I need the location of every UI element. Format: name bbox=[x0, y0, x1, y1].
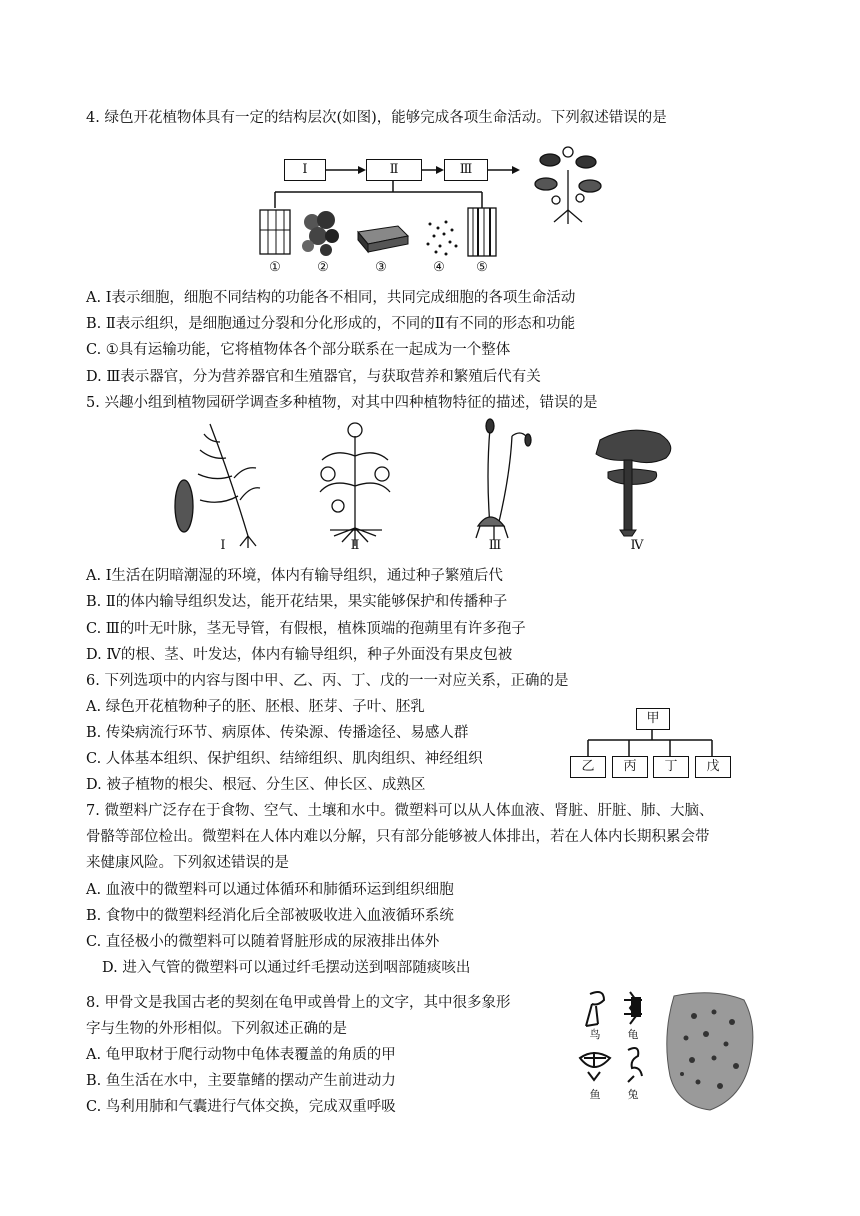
q7-option-d: D. 进入气管的微塑料可以通过纤毛摆动送到咽部随痰咳出 bbox=[102, 960, 471, 976]
q8-stem-line-1: 8. 甲骨文是我国古老的契刻在龟甲或兽骨上的文字，其中很多象形 bbox=[86, 995, 511, 1011]
tree-node-ding: 丁 bbox=[653, 756, 689, 778]
q4-structure-diagram bbox=[250, 150, 620, 285]
tree-node-jia: 甲 bbox=[636, 708, 670, 730]
oracle-rabbit-glyph bbox=[628, 1048, 642, 1082]
q7-option-b: B. 食物中的微塑料经消化后全部被吸收进入血液循环系统 bbox=[86, 908, 454, 924]
q7-stem-line-3: 来健康风险。下列叙述错误的是 bbox=[86, 855, 289, 871]
flowering-plant-ii-drawing bbox=[320, 423, 390, 546]
q4-box-3: Ⅲ bbox=[444, 159, 488, 181]
tree-node-wu: 戊 bbox=[695, 756, 731, 778]
oracle-bone-rubbing bbox=[667, 993, 753, 1110]
tissue-label-3: ③ bbox=[375, 260, 387, 275]
q5-plant-drawings bbox=[160, 416, 680, 561]
tissue-2-drawing bbox=[302, 211, 339, 256]
glyph-label-fish: 鱼 bbox=[589, 1088, 601, 1101]
q4-stem: 4. 绿色开花植物体具有一定的结构层次(如图)，能够完成各项生命活动。下列叙述错误的是 bbox=[86, 110, 667, 126]
tissue-label-2: ② bbox=[317, 260, 329, 275]
q5-option-d: D. Ⅳ的根、茎、叶发达，体内有输导组织，种子外面没有果皮包被 bbox=[86, 647, 513, 663]
plant-label-1: Ⅰ bbox=[220, 538, 226, 553]
q6-tree-diagram bbox=[566, 706, 736, 781]
tissue-3-drawing bbox=[358, 226, 408, 252]
q7-option-c: C. 直径极小的微塑料可以随着肾脏形成的尿液排出体外 bbox=[86, 934, 440, 950]
q4-option-a: A. Ⅰ表示细胞，细胞不同结构的功能各不相同，共同完成细胞的各项生命活动 bbox=[86, 290, 576, 306]
tissue-5-drawing bbox=[468, 208, 496, 256]
q6-stem: 6. 下列选项中的内容与图中甲、乙、丙、丁、戊的一一对应关系，正确的是 bbox=[86, 673, 569, 689]
q5-option-b: B. Ⅱ的体内输导组织发达，能开花结果，果实能够保护和传播种子 bbox=[86, 594, 508, 610]
tissue-label-5: ⑤ bbox=[476, 260, 488, 275]
q4-box-1: Ⅰ bbox=[284, 159, 326, 181]
q4-box-2: Ⅱ bbox=[366, 159, 422, 181]
fern-drawing bbox=[175, 424, 260, 548]
q6-option-c: C. 人体基本组织、保护组织、结缔组织、肌肉组织、神经组织 bbox=[86, 751, 483, 767]
tree-node-yi: 乙 bbox=[570, 756, 606, 778]
tissue-1-drawing bbox=[260, 210, 290, 254]
q8-option-b: B. 鱼生活在水中，主要靠鳍的摆动产生前进动力 bbox=[86, 1073, 396, 1089]
q4-option-b: B. Ⅱ表示组织，是细胞通过分裂和分化形成的，不同的Ⅱ有不同的形态和功能 bbox=[86, 316, 576, 332]
tissue-label-1: ① bbox=[269, 260, 281, 275]
q6-option-d: D. 被子植物的根尖、根冠、分生区、伸长区、成熟区 bbox=[86, 777, 426, 793]
conifer-tree-drawing bbox=[596, 430, 671, 536]
q8-option-a: A. 龟甲取材于爬行动物中龟体表覆盖的角质的甲 bbox=[86, 1047, 396, 1063]
q7-stem-line-1: 7. 微塑料广泛存在于食物、空气、土壤和水中。微塑料可以从人体血液、肾脏、肝脏、肺、大脑、 bbox=[86, 803, 714, 819]
glyph-label-rabbit: 兔 bbox=[627, 1088, 639, 1101]
tissue-4-drawing bbox=[427, 221, 458, 256]
q7-option-a: A. 血液中的微塑料可以通过体循环和肺循环运到组织细胞 bbox=[86, 882, 454, 898]
q7-stem-line-2: 骨骼等部位检出。微塑料在人体内难以分解，只有部分能够被人体排出，若在人体内长期积累会带 bbox=[86, 829, 710, 845]
tissue-label-4: ④ bbox=[433, 260, 445, 275]
glyph-label-turtle: 龟 bbox=[627, 1028, 639, 1041]
q6-option-a: A. 绿色开花植物种子的胚、胚根、胚芽、子叶、胚乳 bbox=[86, 699, 425, 715]
q4-option-d: D. Ⅲ表示器官，分为营养器官和生殖器官，与获取营养和繁殖后代有关 bbox=[86, 369, 541, 385]
oracle-bird-glyph bbox=[586, 992, 604, 1026]
plant-label-2: Ⅱ bbox=[350, 538, 360, 553]
q8-stem-line-2: 字与生物的外形相似。下列叙述正确的是 bbox=[86, 1021, 347, 1037]
q6-option-b: B. 传染病流行环节、病原体、传染源、传播途径、易感人群 bbox=[86, 725, 469, 741]
q4-option-c: C. ①具有运输功能，它将植物体各个部分联系在一起成为一个整体 bbox=[86, 342, 511, 358]
moss-drawing bbox=[476, 419, 531, 540]
q5-plants-figure bbox=[160, 416, 680, 561]
q5-option-c: C. Ⅲ的叶无叶脉，茎无导管，有假根，植株顶端的孢蒴里有许多孢子 bbox=[86, 621, 526, 637]
q8-option-c: C. 鸟利用肺和气囊进行气体交换，完成双重呼吸 bbox=[86, 1099, 396, 1115]
q5-stem: 5. 兴趣小组到植物园研学调查多种植物，对其中四种植物特征的描述，错误的是 bbox=[86, 395, 598, 411]
plant-label-4: Ⅳ bbox=[630, 538, 644, 553]
q5-option-a: A. Ⅰ生活在阴暗潮湿的环境，体内有输导组织，通过种子繁殖后代 bbox=[86, 568, 503, 584]
glyph-label-bird: 鸟 bbox=[589, 1028, 601, 1041]
tree-node-bing: 丙 bbox=[612, 756, 648, 778]
oracle-turtle-glyph bbox=[624, 992, 642, 1024]
oracle-fish-glyph bbox=[580, 1052, 610, 1080]
plant-label-3: Ⅲ bbox=[488, 538, 502, 553]
flowering-plant-drawing bbox=[535, 147, 601, 224]
q8-oracle-bone-figure bbox=[574, 986, 760, 1116]
